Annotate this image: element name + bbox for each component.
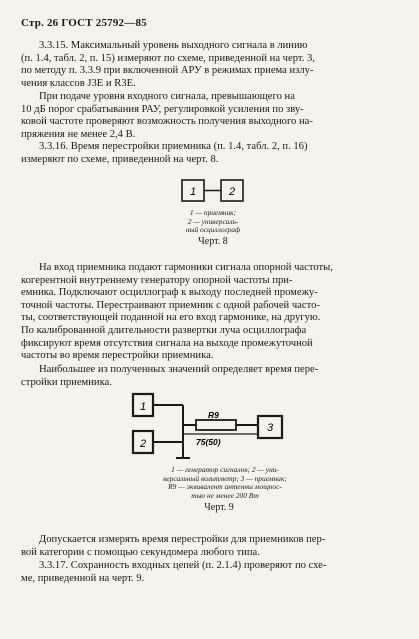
fig8-block-oscilloscope bbox=[221, 180, 243, 201]
fig9-block2-label: 2 bbox=[139, 438, 147, 450]
text-line: чения классов J3E и R3E. bbox=[21, 77, 136, 89]
paragraph-3-3-17 bbox=[21, 560, 399, 585]
text-line: Допускается измерять время перестройки для приемников пер- bbox=[39, 534, 326, 545]
fig9-block3-label: 3 bbox=[266, 422, 274, 434]
text-line: 3.3.15. Максимальный уровень выходного сигнала в линию bbox=[39, 40, 308, 51]
text-line: частоты во время перестройки приемника. bbox=[21, 350, 214, 362]
caption-line: R9 — эквивалент антенны мощнос- bbox=[168, 482, 282, 492]
text-line: емника. Подключают осциллограф к выходу последней промежу- bbox=[21, 287, 318, 299]
figure-8-title: Черт. 8 bbox=[198, 236, 228, 247]
page-header bbox=[21, 17, 147, 29]
text-line: ме, приведенной на черт. 9. bbox=[21, 572, 145, 584]
page-label: Стр. 26 bbox=[21, 17, 59, 29]
text-line: Наибольшее из полученных значений определяет время пере- bbox=[39, 364, 319, 375]
fig9-resistor-r9 bbox=[196, 420, 236, 430]
caption-line: ный осциллограф bbox=[185, 225, 241, 235]
text-line: ковой частоте проверяют возможность получения выходного на- bbox=[21, 116, 313, 128]
text-line: (п. 1.4, табл. 2, п. 15) измеряют по схеме, приведенной на черт. 3, bbox=[21, 52, 315, 64]
text-line: При подаче уровня входного сигнала, превышающего на bbox=[39, 91, 295, 102]
standard-code: ГОСТ 25792—85 bbox=[61, 17, 147, 29]
paragraph-procedure bbox=[21, 262, 399, 363]
paragraph-3-3-16 bbox=[21, 141, 399, 166]
caption-line: 1 — генератор сигналов; 2 — уни- bbox=[171, 465, 279, 474]
text-line: На вход приемника подают гармоники сигнала опорной частоты, bbox=[39, 262, 333, 273]
text-line: 3.3.17. Сохранность входных цепей (п. 2.1.4) проверяют по схе- bbox=[39, 560, 327, 571]
figure-9-caption bbox=[150, 466, 300, 500]
text-line: 3.3.16. Время перестройки приемника (п. 1.4, табл. 2, п. 16) bbox=[39, 141, 308, 152]
figure-8-caption bbox=[170, 209, 256, 235]
text-line: вой категории с помощью секундомера любого типа. bbox=[21, 546, 260, 558]
text-line: По калиброванной длительности развертки луча осциллографа bbox=[21, 324, 307, 336]
caption-line: 2 — универсаль- bbox=[187, 216, 239, 226]
fig9-resistor-label: R9 bbox=[208, 410, 219, 420]
text-line: фиксируют время отсутствия сигнала на выходе промежуточной bbox=[21, 337, 313, 349]
paragraph-stopwatch bbox=[21, 534, 399, 559]
figure-9-title: Черт. 9 bbox=[204, 502, 234, 513]
fig9-block-voltmeter bbox=[133, 431, 153, 453]
text-line: измеряют по схеме, приведенной на черт. 8. bbox=[21, 153, 219, 165]
paragraph-input-level bbox=[21, 91, 399, 141]
fig8-block1-label: 1 bbox=[189, 186, 197, 198]
fig8-block-receiver bbox=[182, 180, 204, 201]
text-line: 10 дБ порог срабатывания РАУ, регулировкой усиления по зву- bbox=[21, 103, 304, 115]
fig9-impedance-label: 75(50) bbox=[196, 437, 221, 447]
caption-line: версальный вольтметр; 3 — приемник; bbox=[163, 473, 287, 483]
fig9-block-generator bbox=[133, 394, 153, 416]
text-line: пряжения не менее 2,4 В. bbox=[21, 128, 136, 140]
text-line: по методу п. 3.3.9 при включенной АРУ в режимах приема излу- bbox=[21, 65, 314, 77]
fig9-block1-label: 1 bbox=[139, 401, 147, 413]
text-line: ты, соответствующей поданной на его вход гармонике, на другую. bbox=[21, 312, 321, 324]
caption-line: 1 — приемник; bbox=[189, 208, 237, 217]
paragraph-result bbox=[21, 364, 399, 389]
caption-line: тью не менее 200 Вт bbox=[191, 490, 259, 500]
fig9-block-receiver bbox=[258, 416, 282, 438]
fig8-block2-label: 2 bbox=[228, 186, 236, 198]
text-line: когерентной внутреннему генератору опорной частоты при- bbox=[21, 274, 293, 286]
text-line: стройки приемника. bbox=[21, 376, 112, 388]
paragraph-3-3-15 bbox=[21, 40, 399, 90]
text-line: точной частоты. Перестраивают приемник с одной рабочей часто- bbox=[21, 299, 320, 311]
